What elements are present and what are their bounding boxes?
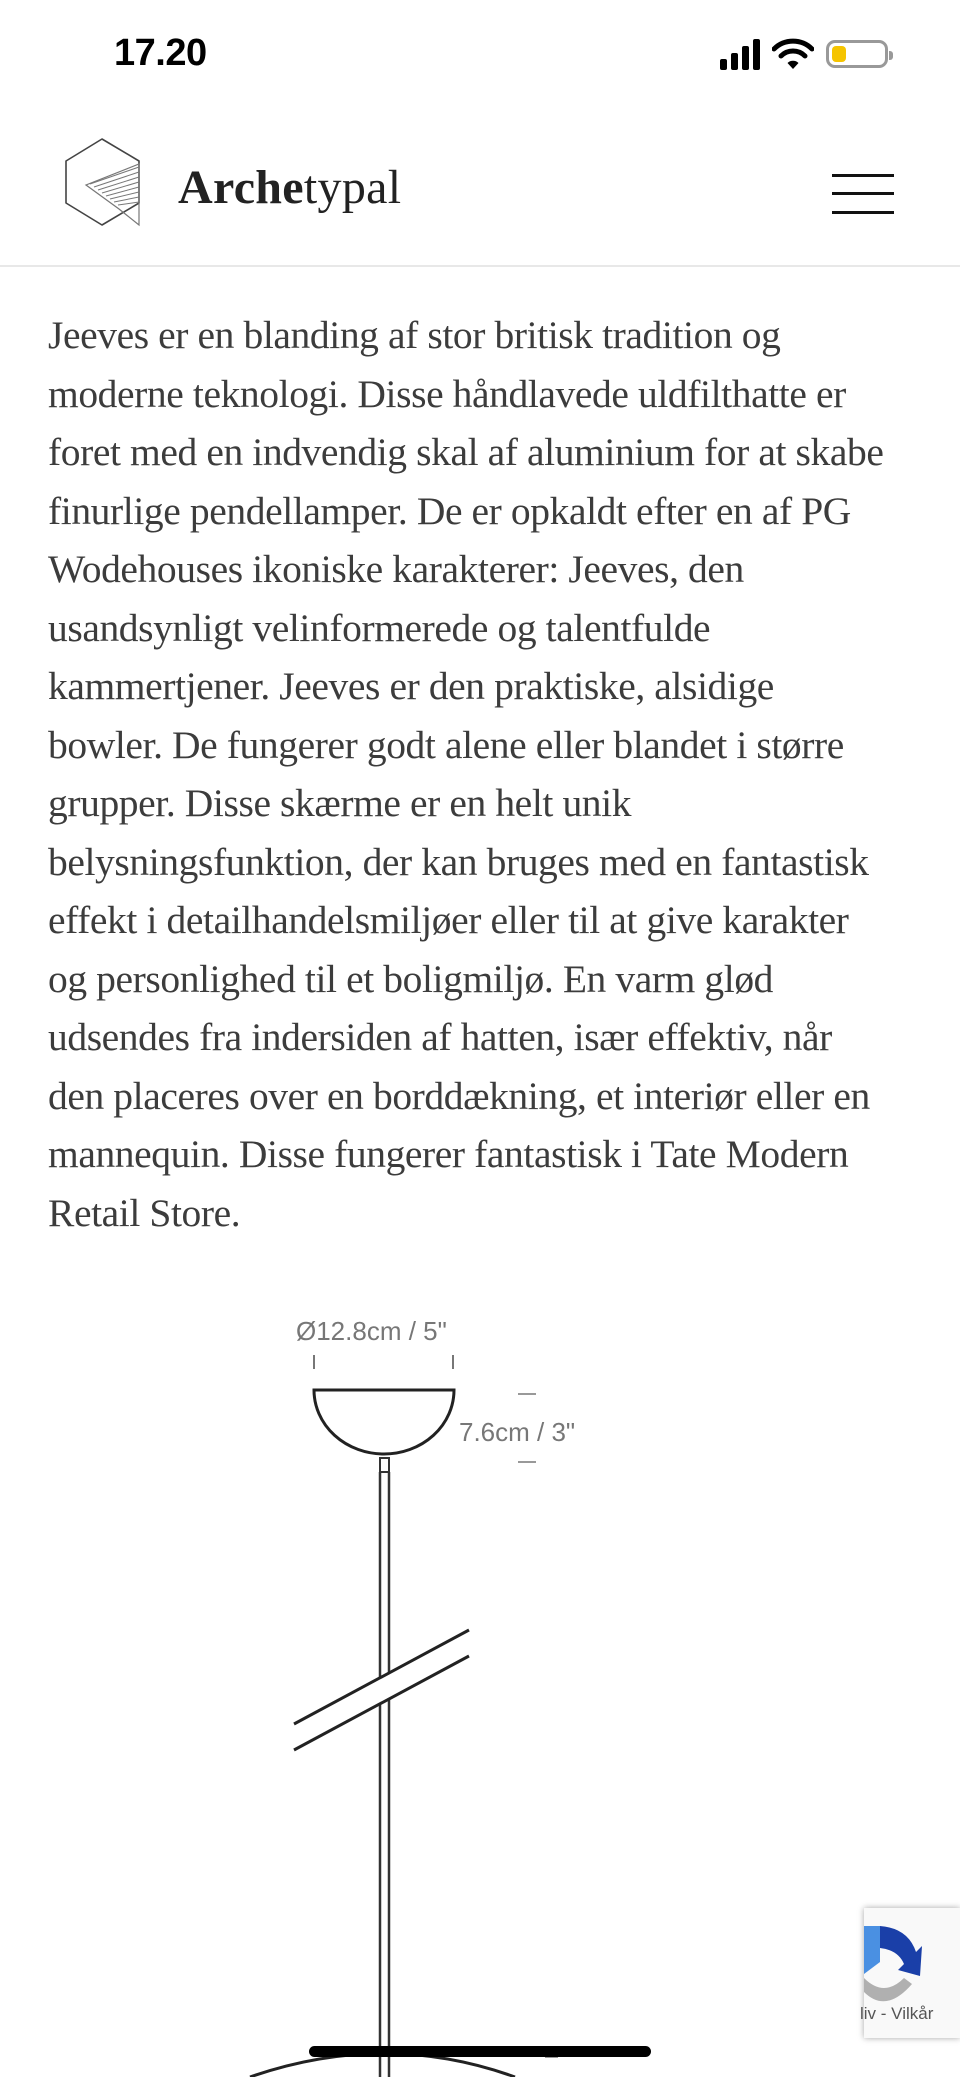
brand-bold: Arche (178, 161, 304, 214)
hamburger-menu-icon[interactable] (832, 174, 894, 214)
brand-name[interactable] (178, 160, 401, 215)
canopy-height-label: 7.6cm / 3" (459, 1417, 576, 1447)
recaptcha-terms-link[interactable]: liv - Vilkår (860, 2004, 934, 2023)
battery-low-icon (826, 40, 888, 68)
dimension-diagram (0, 1300, 960, 2077)
product-description: Jeeves er en blanding af stor britisk tradition og moderne teknologi. Disse håndlavede uldfilthatte er foret med en indvendig skal af aluminium for at skabe finurlige pendellamper. De er opkaldt efter en af PG Wodehouses ikoniske karakterer: Jeeves, den usandsynligt velinformerede og talentfulde kammertjener. Jeeves er den praktiske, alsidige bowler. De fungerer godt alene eller blandet i større grupper. Disse skærme er en helt unik belysningsfunktion, der kan bruges med en fantastisk effekt i detailhandelsmiljøer eller til at give karakter og personlighed til et boligmiljø. En varm glød udsendes fra indersiden af hatten, især effektiv, når den placeres over en borddækning, et interiør eller en mannequin. Disse fungerer fantastisk i Tate Modern Retail Store. (48, 313, 884, 1235)
cellular-signal-icon (720, 38, 760, 70)
recaptcha-icon (864, 1922, 924, 2002)
canopy-diameter-label: Ø12.8cm / 5" (296, 1316, 447, 1346)
pendant-lamp-drawing (0, 1300, 960, 2077)
status-time: 17.20 (114, 32, 207, 74)
wifi-icon (772, 38, 814, 70)
status-bar (0, 0, 960, 110)
site-header (0, 110, 960, 267)
brand-regular: typal (303, 161, 402, 214)
hexagon-logo-icon[interactable] (64, 137, 144, 227)
status-icons (720, 38, 888, 70)
home-indicator[interactable] (309, 2046, 651, 2057)
recaptcha-badge[interactable] (860, 1908, 960, 2038)
